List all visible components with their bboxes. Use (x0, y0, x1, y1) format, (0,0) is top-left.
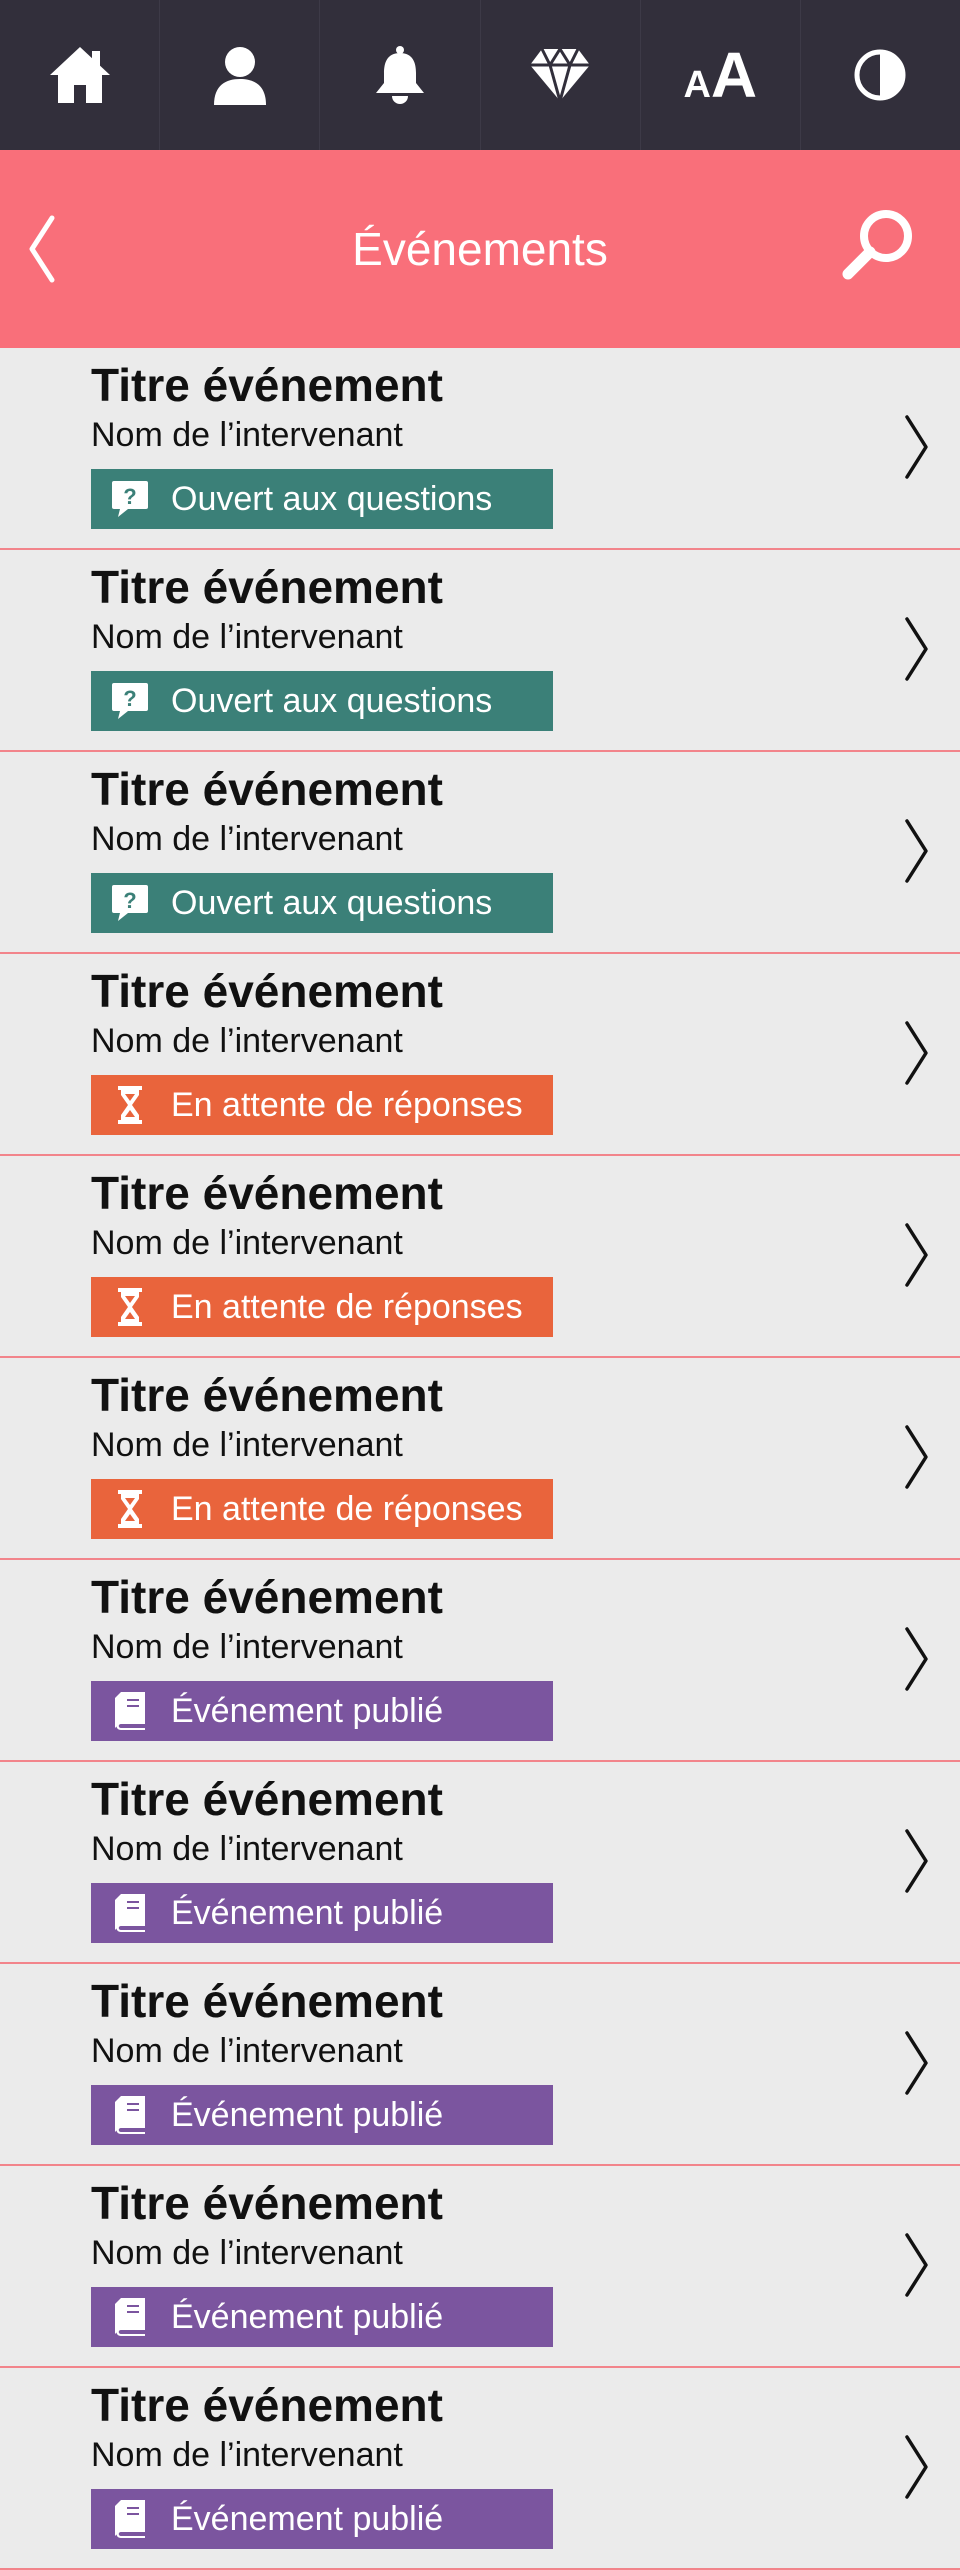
event-title: Titre événement (91, 2379, 443, 2431)
book-icon (91, 1681, 169, 1741)
status-badge (91, 469, 553, 529)
status-badge (91, 671, 553, 731)
font-size-icon: AA (683, 39, 758, 111)
premium-button[interactable] (481, 0, 641, 150)
event-row[interactable] (0, 752, 960, 954)
status-label: Événement publié (171, 2095, 444, 2134)
event-row[interactable] (0, 2166, 960, 2368)
event-title: Titre événement (91, 561, 443, 613)
page-header (0, 150, 960, 348)
question-bubble-icon (91, 671, 169, 731)
book-icon (91, 1883, 169, 1943)
event-speaker: Nom de l’intervenant (91, 2436, 403, 2474)
event-title: Titre événement (91, 965, 443, 1017)
event-row[interactable] (0, 954, 960, 1156)
event-list (0, 348, 960, 2570)
search-icon (840, 206, 916, 282)
font-size-button[interactable] (641, 0, 801, 150)
status-label: Événement publié (171, 2297, 444, 2336)
home-icon (48, 45, 112, 105)
status-label: En attente de réponses (171, 1085, 523, 1124)
event-row[interactable] (0, 1964, 960, 2166)
chevron-right-icon (904, 616, 930, 687)
event-title: Titre événement (91, 1167, 443, 1219)
chevron-right-icon (904, 2434, 930, 2505)
event-title: Titre événement (91, 359, 443, 411)
chevron-right-icon (904, 818, 930, 889)
chevron-right-icon (904, 414, 930, 485)
event-title: Titre événement (91, 1975, 443, 2027)
hourglass-icon (91, 1277, 169, 1337)
status-badge (91, 873, 553, 933)
notifications-button[interactable] (320, 0, 480, 150)
top-toolbar (0, 0, 960, 150)
status-badge (91, 1883, 553, 1943)
status-label: Ouvert aux questions (171, 883, 493, 922)
user-icon (212, 45, 268, 105)
book-icon (91, 2489, 169, 2549)
event-row[interactable] (0, 1358, 960, 1560)
event-speaker: Nom de l’intervenant (91, 2032, 403, 2070)
profile-button[interactable] (160, 0, 320, 150)
event-row[interactable] (0, 550, 960, 752)
status-badge (91, 2085, 553, 2145)
event-row[interactable] (0, 1156, 960, 1358)
diamond-icon (528, 47, 592, 103)
status-label: En attente de réponses (171, 1287, 523, 1326)
question-bubble-icon (91, 873, 169, 933)
chevron-right-icon (904, 1222, 930, 1293)
contrast-icon (854, 49, 906, 101)
status-label: Événement publié (171, 1691, 444, 1730)
event-speaker: Nom de l’intervenant (91, 820, 403, 858)
status-badge (91, 1277, 553, 1337)
hourglass-icon (91, 1075, 169, 1135)
event-title: Titre événement (91, 763, 443, 815)
book-icon (91, 2085, 169, 2145)
chevron-right-icon (904, 2232, 930, 2303)
status-badge (91, 2489, 553, 2549)
event-speaker: Nom de l’intervenant (91, 1426, 403, 1464)
status-badge (91, 1681, 553, 1741)
event-title: Titre événement (91, 2177, 443, 2229)
chevron-right-icon (904, 1020, 930, 1091)
status-badge (91, 2287, 553, 2347)
chevron-right-icon (904, 1424, 930, 1495)
contrast-button[interactable] (801, 0, 960, 150)
status-label: Événement publié (171, 2499, 444, 2538)
event-speaker: Nom de l’intervenant (91, 1224, 403, 1262)
search-button[interactable] (840, 206, 916, 287)
event-row[interactable] (0, 348, 960, 550)
event-title: Titre événement (91, 1369, 443, 1421)
back-button[interactable] (26, 214, 56, 289)
event-speaker: Nom de l’intervenant (91, 618, 403, 656)
status-badge (91, 1075, 553, 1135)
event-speaker: Nom de l’intervenant (91, 1628, 403, 1666)
status-label: Événement publié (171, 1893, 444, 1932)
status-label: En attente de réponses (171, 1489, 523, 1528)
event-row[interactable] (0, 1762, 960, 1964)
event-row[interactable] (0, 1560, 960, 1762)
event-speaker: Nom de l’intervenant (91, 1830, 403, 1868)
svg-text:?: ? (123, 686, 137, 711)
status-label: Ouvert aux questions (171, 479, 493, 518)
chevron-right-icon (904, 1828, 930, 1899)
bell-icon (371, 45, 429, 105)
event-title: Titre événement (91, 1571, 443, 1623)
page-title: Événements (352, 223, 608, 275)
event-title: Titre événement (91, 1773, 443, 1825)
status-badge (91, 1479, 553, 1539)
chevron-right-icon (904, 1626, 930, 1697)
hourglass-icon (91, 1479, 169, 1539)
chevron-right-icon (904, 2030, 930, 2101)
event-speaker: Nom de l’intervenant (91, 416, 403, 454)
home-button[interactable] (0, 0, 160, 150)
svg-text:?: ? (123, 888, 137, 913)
event-row[interactable] (0, 2368, 960, 2570)
svg-text:?: ? (123, 484, 137, 509)
book-icon (91, 2287, 169, 2347)
status-label: Ouvert aux questions (171, 681, 493, 720)
chevron-left-icon (26, 214, 56, 284)
event-speaker: Nom de l’intervenant (91, 1022, 403, 1060)
question-bubble-icon (91, 469, 169, 529)
event-speaker: Nom de l’intervenant (91, 2234, 403, 2272)
